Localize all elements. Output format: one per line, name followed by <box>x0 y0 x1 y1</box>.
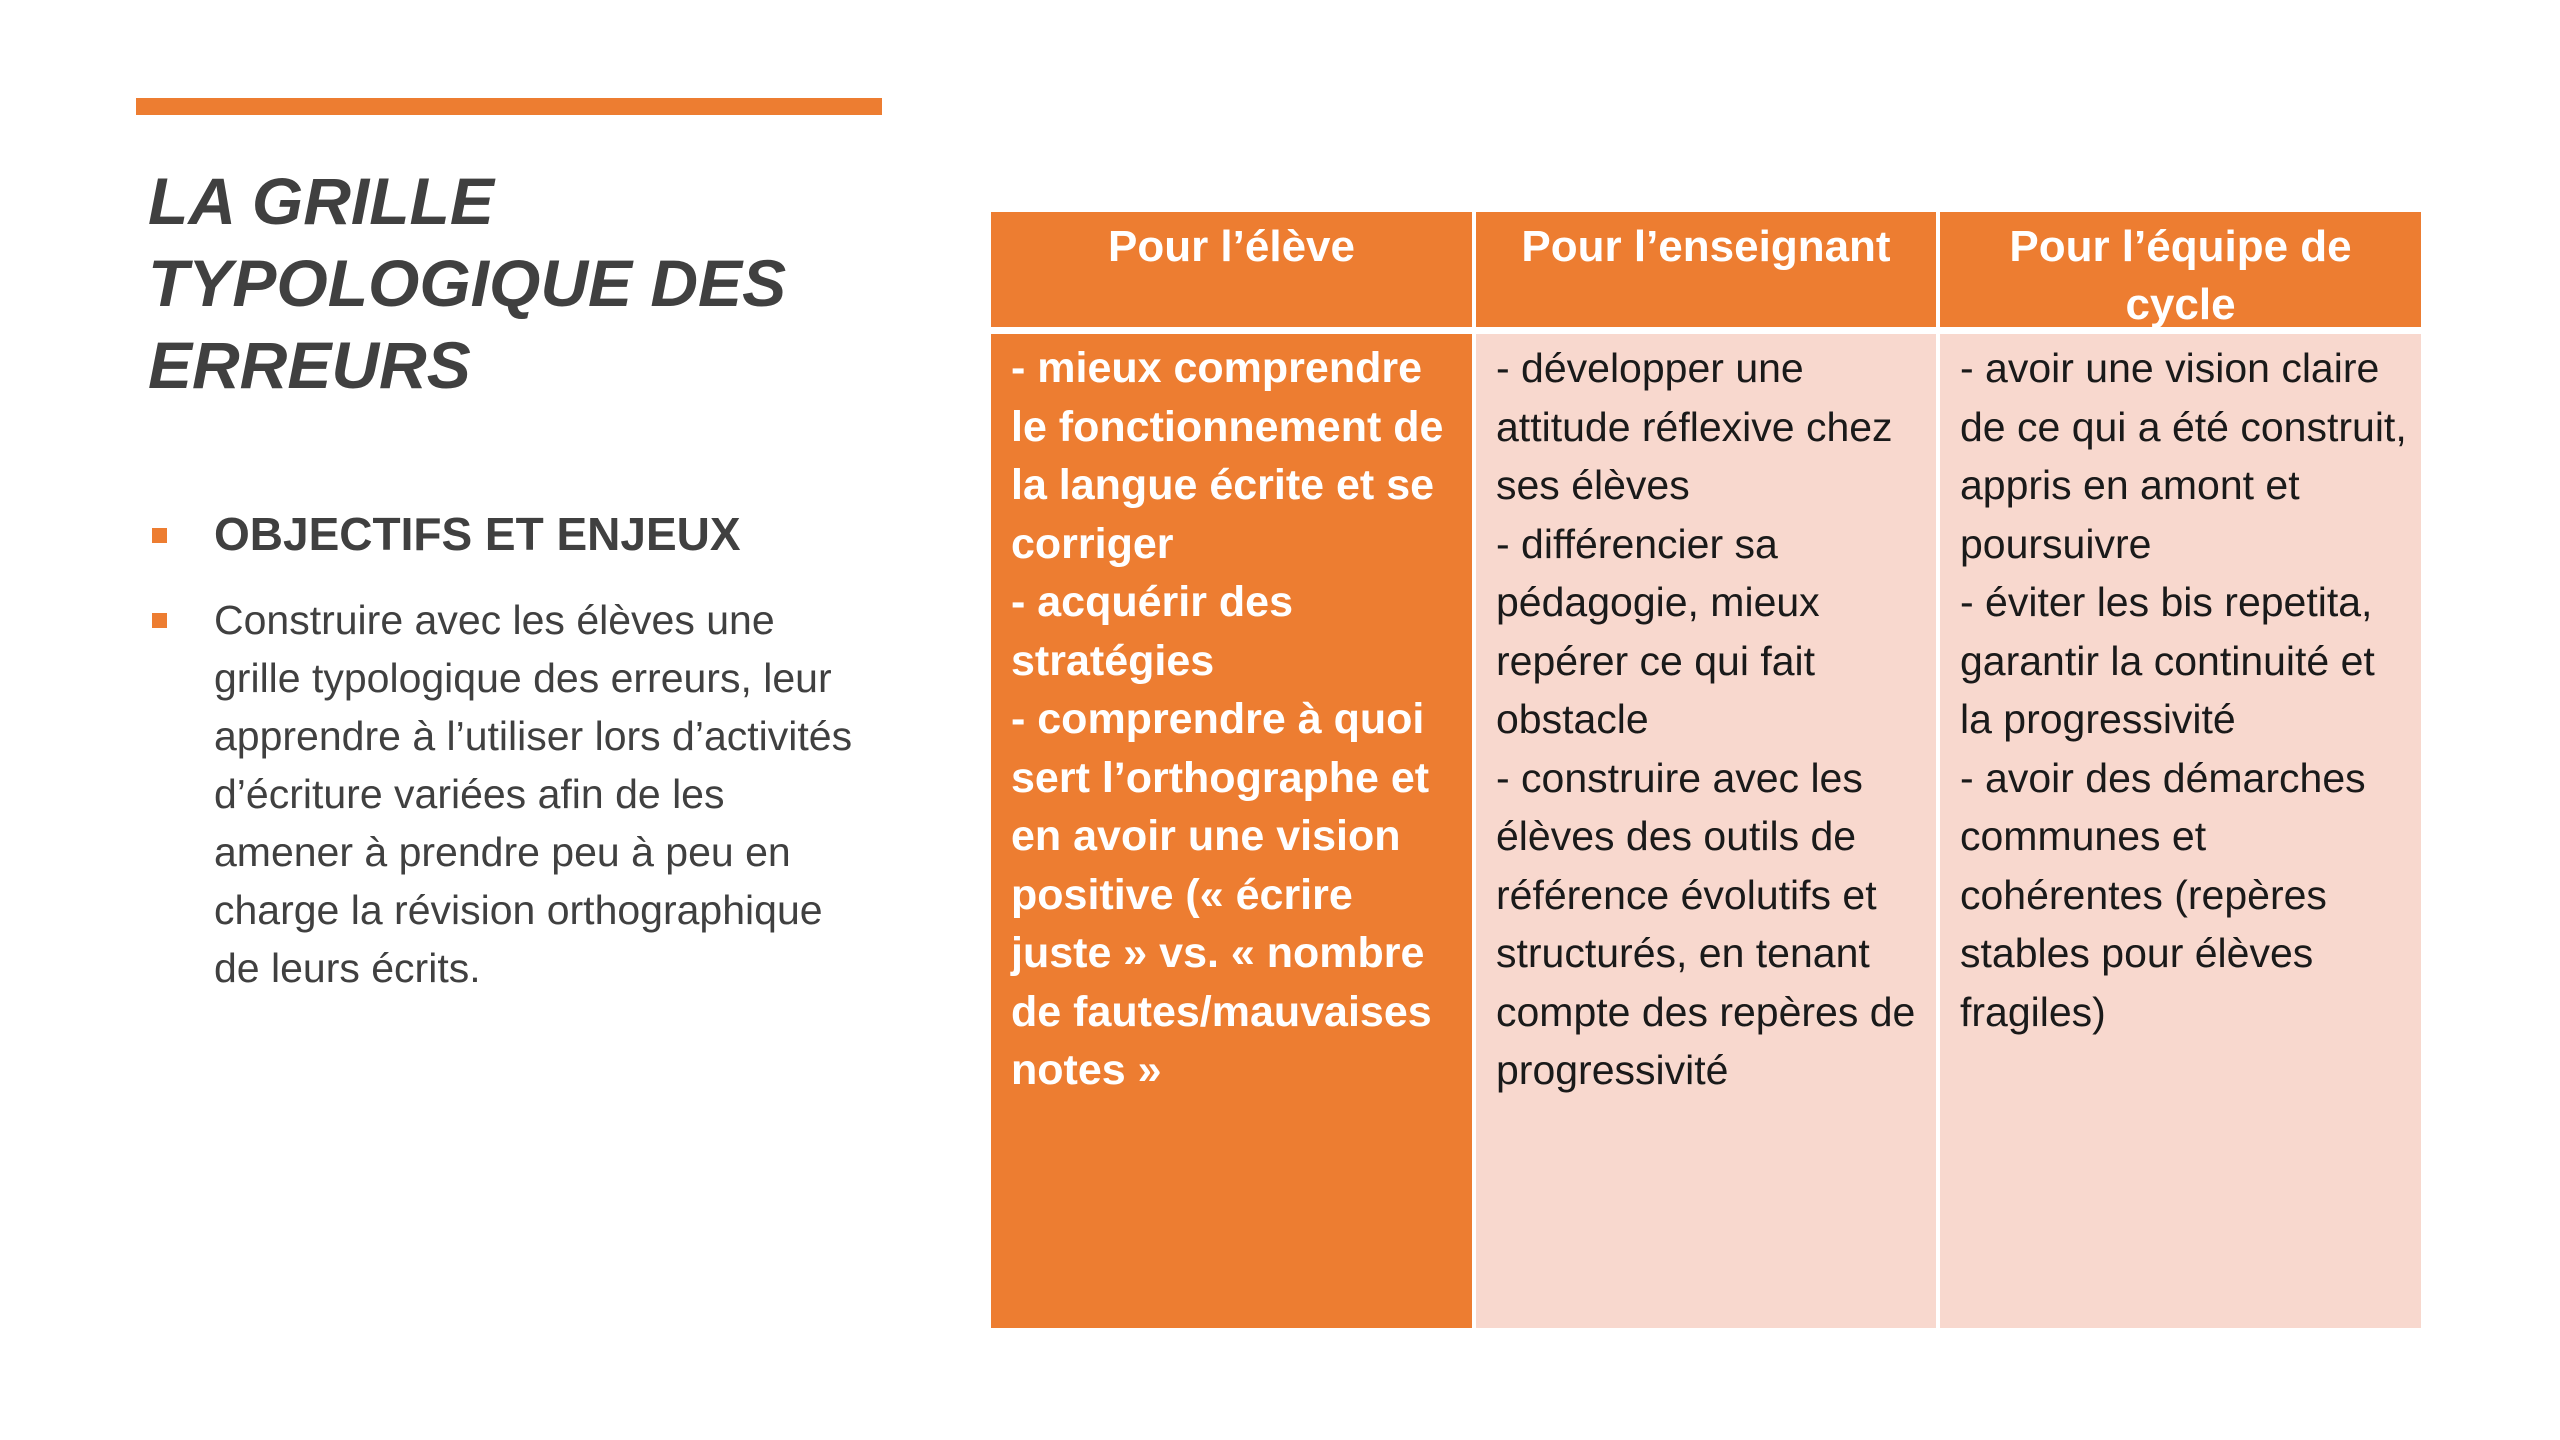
slide-title: LA GRILLE TYPOLOGIQUE DES ERREURS <box>148 164 787 402</box>
bullet-list <box>150 505 870 997</box>
header-equipe-cycle: Pour l’équipe de cycle <box>1940 212 2421 334</box>
title-accent-bar <box>136 98 882 115</box>
objectives-table <box>991 212 2421 1328</box>
cell-enseignant: - développer une attitude réflexive chez ses élèves - différencier sa pédagogie, mieux repérer ce qui fait obstacle - construire avec les élèves des outils de référence évolutifs et structurés, en tenant compte des repères de progressivité <box>1476 334 1940 1328</box>
header-enseignant: Pour l’enseignant <box>1476 212 1940 334</box>
bullet-heading-text: OBJECTIFS ET ENJEUX <box>214 508 741 560</box>
cell-equipe-cycle: - avoir une vision claire de ce qui a été construit, appris en amont et poursuivre - éviter les bis repetita, garantir la continuité et la progressivité - avoir des démarches communes et cohérentes (repères stables pour élèves fragiles) <box>1940 334 2421 1328</box>
header-eleve: Pour l’élève <box>991 212 1476 334</box>
square-bullet-icon <box>152 528 167 543</box>
cell-eleve: - mieux comprendre le fonctionnement de la langue écrite et se corriger - acquérir des stratégies - comprendre à quoi sert l’orthographe et en avoir une vision positive (« écrire juste » vs. « nombre de fautes/mauvaises notes » <box>991 334 1476 1328</box>
bullet-body-text: Construire avec les élèves une grille typologique des erreurs, leur apprendre à l’utiliser lors d’activités d’écriture variées afin de les amener à prendre peu à peu en charge la révision orthographique de leurs écrits. <box>214 597 853 991</box>
square-bullet-icon <box>152 613 167 628</box>
bullet-body <box>150 591 870 997</box>
bullet-heading <box>150 505 870 563</box>
